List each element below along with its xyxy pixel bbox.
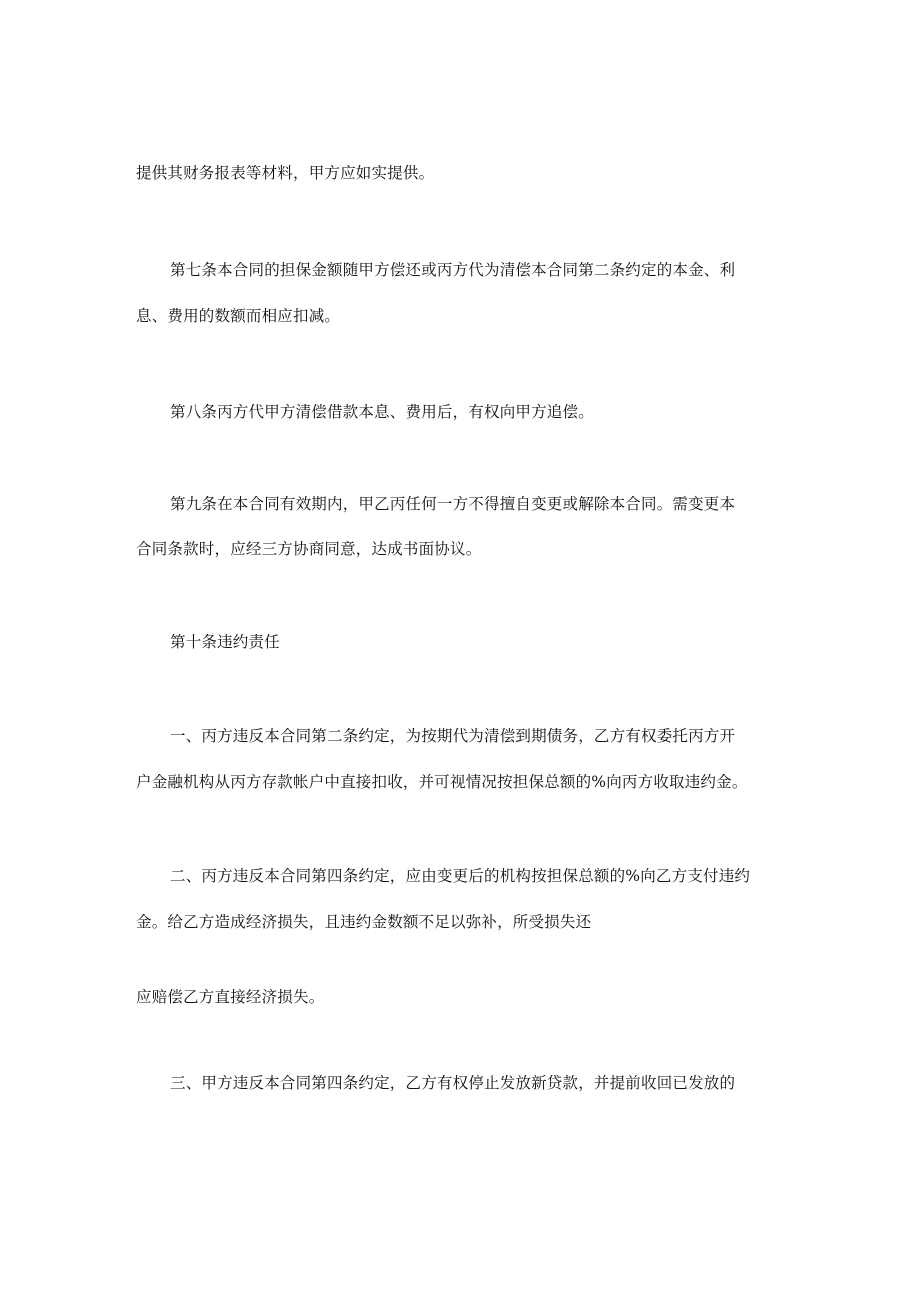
text-line: 金。给乙方造成经济损失，且违约金数额不足以弥补，所受损失还 — [136, 913, 592, 931]
text-line: 第七条本合同的担保金额随甲方偿还或丙方代为清偿本合同第二条约定的本金、利 — [170, 261, 736, 279]
text-line: 二、丙方违反本合同第四条约定，应由变更后的机构按担保总额的%向乙方支付违约 — [170, 867, 751, 885]
section-heading: 第十条违约责任 — [170, 633, 280, 651]
text-line: 合同条款时，应经三方协商同意，达成书面协议。 — [136, 540, 482, 558]
text-line: 一、丙方违反本合同第二条约定，为按期代为清偿到期债务，乙方有权委托丙方开 — [170, 727, 736, 745]
text-line: 息、费用的数额而相应扣减。 — [136, 307, 341, 325]
text-line: 第九条在本合同有效期内，甲乙丙任何一方不得擅自变更或解除本合同。需变更本 — [170, 495, 736, 513]
text-line: 户金融机构从丙方存款帐户中直接扣收，并可视情况按担保总额的%向丙方收取违约金。 — [136, 773, 748, 791]
text-line: 第八条丙方代甲方清偿借款本息、费用后，有权向甲方追偿。 — [170, 403, 594, 421]
text-line: 提供其财务报表等材料，甲方应如实提供。 — [136, 164, 435, 182]
text-line: 三、甲方违反本合同第四条约定，乙方有权停止发放新贷款，并提前收回已发放的 — [170, 1074, 736, 1092]
text-line: 应赔偿乙方直接经济损失。 — [136, 988, 325, 1006]
